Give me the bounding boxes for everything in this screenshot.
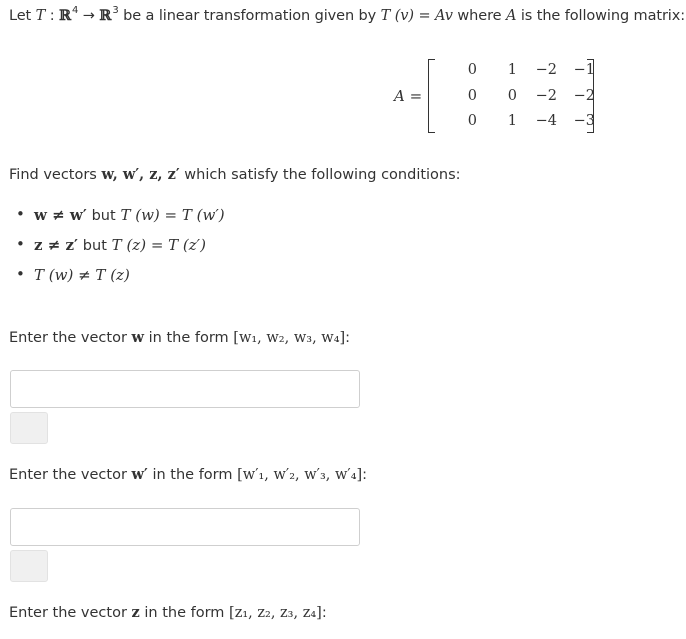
intro-mid: be a linear transformation given by — [123, 8, 377, 24]
prompt-vector: w — [131, 329, 145, 346]
prompt-mid: in the form — [144, 605, 225, 621]
w-preview-button[interactable] — [10, 412, 48, 444]
prompt-pre: Enter the vector — [9, 330, 127, 346]
prompt-vector: w′ — [131, 466, 148, 483]
find-pre: Find vectors — [9, 167, 97, 183]
matrix-cell: 0 — [467, 88, 477, 104]
prompt-form: [w′₁, w′₂, w′₃, w′₄] — [237, 467, 363, 483]
prompt-end: : — [362, 467, 368, 483]
find-instruction — [9, 166, 461, 183]
arrow-symbol: → — [82, 8, 95, 24]
prompt-mid: in the form — [152, 467, 233, 483]
prompt-mid: in the form — [148, 330, 229, 346]
prompt-wprime — [9, 466, 367, 483]
matrix-label: A = — [394, 87, 423, 105]
matrix-cell: 1 — [507, 113, 517, 129]
domain-symbol: ℝ — [59, 7, 72, 24]
matrix-cell: 0 — [467, 113, 477, 129]
conditions-list — [16, 206, 225, 296]
matrix-cell: 1 — [507, 62, 517, 78]
problem-statement — [9, 7, 685, 24]
codomain-symbol: ℝ — [99, 7, 112, 24]
condition-but: but — [91, 208, 116, 224]
matrix-cell: −4 — [535, 113, 557, 129]
find-post: which satisfy the following conditions: — [184, 167, 461, 183]
prompt-z — [9, 604, 327, 621]
matrix-symbol: A — [505, 8, 517, 24]
condition-but: but — [82, 238, 107, 254]
condition-item — [16, 206, 225, 236]
prompt-end: : — [345, 330, 351, 346]
intro-tail: is the following matrix: — [520, 8, 686, 24]
matrix-brackets — [428, 59, 594, 133]
condition-lhs: T (w) ≠ T (z) — [34, 266, 130, 284]
prompt-form: [w₁, w₂, w₃, w₄] — [233, 330, 346, 346]
condition-item — [16, 266, 225, 296]
condition-lhs: w ≠ w′ — [34, 206, 87, 224]
wprime-preview-button[interactable] — [10, 550, 48, 582]
condition-rhs: T (w) = T (w′) — [120, 206, 225, 224]
transform-definition: T (v) = Av — [380, 8, 453, 24]
prompt-pre: Enter the vector — [9, 605, 127, 621]
transform-symbol: T — [35, 8, 46, 24]
matrix-cell: −2 — [535, 88, 557, 104]
prompt-pre: Enter the vector — [9, 467, 127, 483]
condition-rhs: T (z) = T (z′) — [111, 236, 206, 254]
domain-exponent: 4 — [72, 5, 79, 16]
codomain-exponent: 3 — [112, 5, 119, 16]
wprime-answer-input[interactable] — [10, 508, 360, 546]
matrix-cell: 0 — [467, 62, 477, 78]
colon: : — [49, 8, 55, 24]
prompt-end: : — [321, 605, 327, 621]
matrix-cell: 0 — [507, 88, 517, 104]
w-answer-input[interactable] — [10, 370, 360, 408]
intro-where: where — [457, 8, 502, 24]
prompt-vector: z — [131, 604, 140, 621]
matrix-cell: −2 — [573, 88, 595, 104]
prompt-form: [z₁, z₂, z₃, z₄] — [229, 605, 322, 621]
intro-let: Let — [9, 8, 32, 24]
matrix-cell: −3 — [573, 113, 595, 129]
find-vectors: w, w′, z, z′ — [101, 166, 180, 183]
matrix-cell: −1 — [573, 62, 595, 78]
matrix-cell: −2 — [535, 62, 557, 78]
condition-item — [16, 236, 225, 266]
prompt-w — [9, 329, 350, 346]
condition-lhs: z ≠ z′ — [34, 236, 79, 254]
